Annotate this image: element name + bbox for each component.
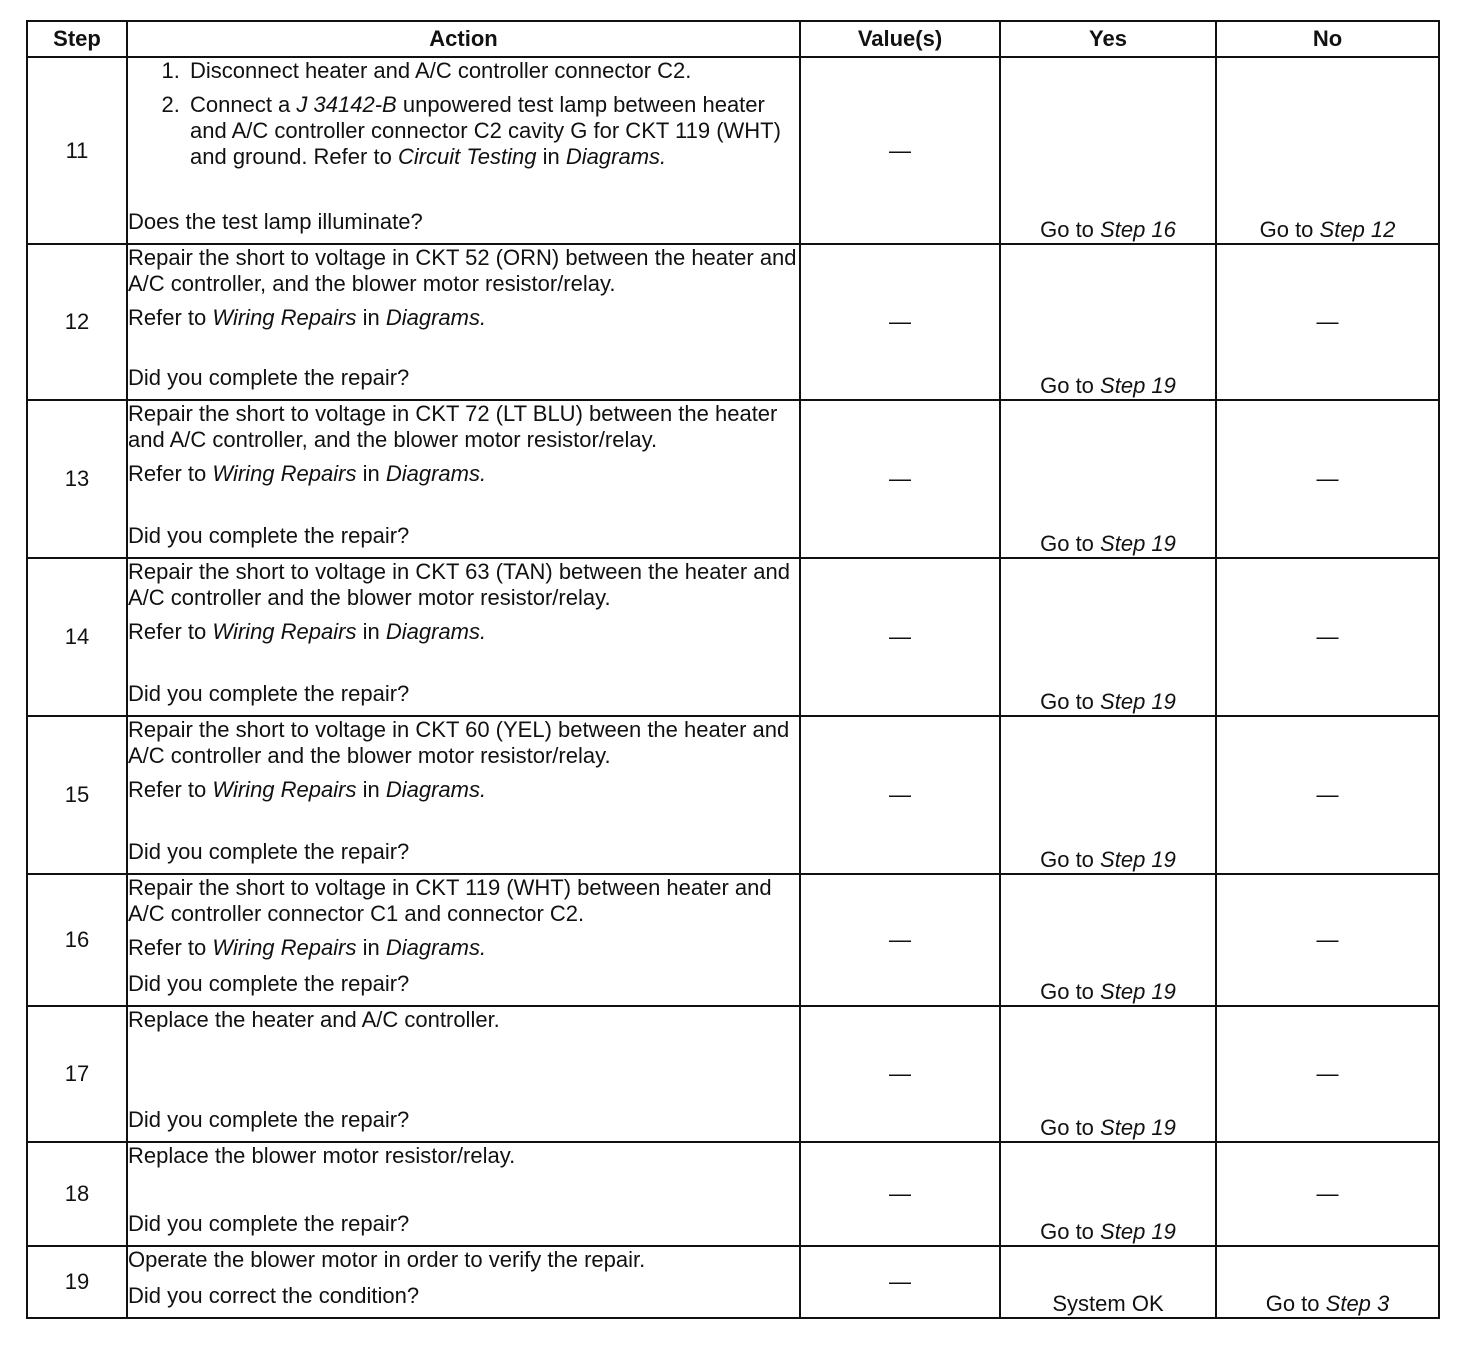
- table-row: [27, 874, 1439, 1006]
- action-text: Replace the heater and A/C controller.: [128, 1007, 500, 1032]
- table-row: [27, 1246, 1439, 1318]
- header-action: Action: [127, 21, 800, 57]
- step-number: 14: [27, 558, 127, 716]
- value-cell: —: [800, 57, 1000, 244]
- question: Did you complete the repair?: [128, 971, 410, 997]
- no-cell: —: [1216, 874, 1439, 1006]
- refer-text: Refer to Wiring Repairs in Diagrams.: [128, 304, 487, 330]
- value-cell: —: [800, 716, 1000, 874]
- step-number: 15: [27, 716, 127, 874]
- no-cell: —: [1216, 716, 1439, 874]
- table-row: [27, 400, 1439, 558]
- diagnostic-table: [26, 20, 1440, 1319]
- table-row: [27, 244, 1439, 400]
- no-cell: Go to Step 3: [1216, 1246, 1439, 1318]
- no-cell: —: [1216, 1006, 1439, 1142]
- question: Did you complete the repair?: [128, 681, 410, 707]
- value-cell: —: [800, 1006, 1000, 1142]
- value-cell: —: [800, 1142, 1000, 1246]
- table-row: [27, 1006, 1439, 1142]
- step-number: 13: [27, 400, 127, 558]
- value-cell: —: [800, 244, 1000, 400]
- question: Did you complete the repair?: [128, 523, 410, 549]
- header-yes: Yes: [1000, 21, 1216, 57]
- refer-text: Refer to Wiring Repairs in Diagrams.: [128, 776, 487, 802]
- list-item: 2. Connect a J 34142-B unpowered test lamp between heater and A/C controller connector C2 cavity G for CKT 119 (WHT) and ground. Refer to Circuit Testing in Diagrams.: [186, 92, 799, 170]
- yes-cell: Go to Step 19: [1000, 1006, 1216, 1142]
- header-values: Value(s): [800, 21, 1000, 57]
- step-number: 12: [27, 244, 127, 400]
- no-cell: —: [1216, 244, 1439, 400]
- header-row: [27, 21, 1439, 57]
- yes-cell: Go to Step 19: [1000, 874, 1216, 1006]
- value-cell: —: [800, 874, 1000, 1006]
- question: Did you complete the repair?: [128, 1211, 410, 1237]
- question: Did you correct the condition?: [128, 1283, 420, 1309]
- yes-cell: Go to Step 19: [1000, 244, 1216, 400]
- step-number: 19: [27, 1246, 127, 1318]
- action-text: Repair the short to voltage in CKT 119 (WHT) between heater and A/C controller connector C1 and connector C2.: [128, 875, 772, 926]
- action-cell: [127, 1246, 800, 1318]
- value-cell: —: [800, 1246, 1000, 1318]
- yes-cell: Go to Step 19: [1000, 400, 1216, 558]
- step-number: 16: [27, 874, 127, 1006]
- action-cell: [127, 716, 800, 874]
- action-cell: [127, 1006, 800, 1142]
- action-text: Repair the short to voltage in CKT 60 (YEL) between the heater and A/C controller and the blower motor resistor/relay.: [128, 717, 790, 768]
- header-step: Step: [27, 21, 127, 57]
- action-cell: [127, 244, 800, 400]
- refer-text: Refer to Wiring Repairs in Diagrams.: [128, 618, 487, 644]
- step-number: 17: [27, 1006, 127, 1142]
- step-number: 18: [27, 1142, 127, 1246]
- yes-cell: Go to Step 19: [1000, 1142, 1216, 1246]
- action-cell: [127, 874, 800, 1006]
- yes-cell: System OK: [1000, 1246, 1216, 1318]
- no-cell: —: [1216, 558, 1439, 716]
- table-row: [27, 716, 1439, 874]
- action-cell: [127, 57, 800, 244]
- value-cell: —: [800, 558, 1000, 716]
- table-row: [27, 57, 1439, 244]
- no-cell: —: [1216, 1142, 1439, 1246]
- question: Did you complete the repair?: [128, 839, 410, 865]
- refer-text: Refer to Wiring Repairs in Diagrams.: [128, 934, 487, 960]
- question: Did you complete the repair?: [128, 1107, 410, 1133]
- yes-cell: Go to Step 19: [1000, 558, 1216, 716]
- question: Does the test lamp illuminate?: [128, 209, 423, 235]
- action-text: Operate the blower motor in order to verify the repair.: [128, 1247, 646, 1272]
- yes-cell: Go to Step 19: [1000, 716, 1216, 874]
- table-row: [27, 558, 1439, 716]
- action-text: Repair the short to voltage in CKT 63 (TAN) between the heater and A/C controller and the blower motor resistor/relay.: [128, 559, 790, 610]
- header-no: No: [1216, 21, 1439, 57]
- step-number: 11: [27, 57, 127, 244]
- action-text: Replace the blower motor resistor/relay.: [128, 1143, 516, 1168]
- action-text: Repair the short to voltage in CKT 52 (ORN) between the heater and A/C controller, and the blower motor resistor/relay.: [128, 245, 797, 296]
- no-cell: Go to Step 12: [1216, 57, 1439, 244]
- refer-text: Refer to Wiring Repairs in Diagrams.: [128, 460, 487, 486]
- list-item: 1. Disconnect heater and A/C controller connector C2.: [186, 58, 799, 84]
- value-cell: —: [800, 400, 1000, 558]
- action-text: Repair the short to voltage in CKT 72 (LT BLU) between the heater and A/C controller, and the blower motor resistor/relay.: [128, 401, 778, 452]
- yes-cell: Go to Step 16: [1000, 57, 1216, 244]
- no-cell: —: [1216, 400, 1439, 558]
- action-cell: [127, 400, 800, 558]
- action-cell: [127, 1142, 800, 1246]
- action-cell: [127, 558, 800, 716]
- question: Did you complete the repair?: [128, 365, 410, 391]
- action-list: [128, 58, 799, 178]
- table-row: [27, 1142, 1439, 1246]
